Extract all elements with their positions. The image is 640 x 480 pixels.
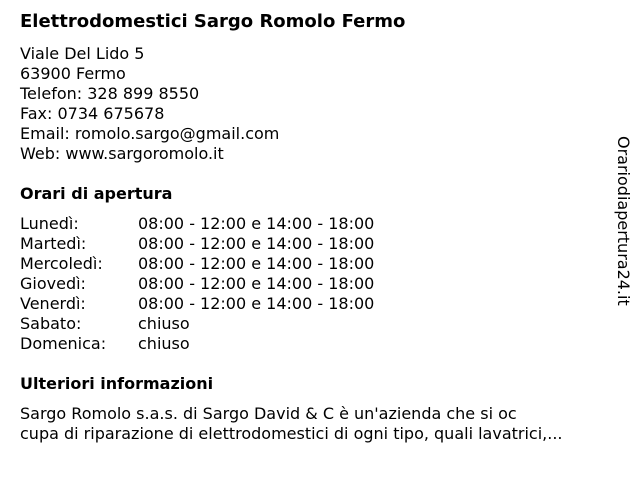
time-value: chiuso (138, 334, 190, 353)
time-value: 08:00 - 12:00 e 14:00 - 18:00 (138, 234, 375, 253)
fax-number: Fax: 0734 675678 (20, 104, 165, 123)
additional-info-heading: Ulteriori informazioni (20, 374, 214, 393)
city-postcode: 63900 Fermo (20, 64, 126, 83)
website: Web: www.sargoromolo.it (20, 144, 224, 163)
time-value: 08:00 - 12:00 e 14:00 - 18:00 (138, 214, 375, 233)
phone-number: Telefon: 328 899 8550 (20, 84, 200, 103)
day-label: Giovedì: (20, 274, 86, 293)
day-label: Martedì: (20, 234, 87, 253)
day-label: Sabato: (20, 314, 82, 333)
contact-details (20, 44, 279, 164)
street-address: Viale Del Lido 5 (20, 44, 145, 63)
site-watermark: Orariodiapertura24.it (614, 136, 633, 306)
day-label: Lunedì: (20, 214, 79, 233)
info-text-line: Sargo Romolo s.a.s. di Sargo David & C è un'azienda che si oc (20, 404, 517, 423)
time-value: 08:00 - 12:00 e 14:00 - 18:00 (138, 254, 375, 273)
additional-info-text (20, 404, 620, 444)
time-value: 08:00 - 12:00 e 14:00 - 18:00 (138, 274, 375, 293)
day-label: Domenica: (20, 334, 107, 353)
info-text-line: cupa di riparazione di elettrodomestici di ogni tipo, quali lavatrici,... (20, 424, 563, 443)
opening-hours-heading: Orari di apertura (20, 184, 173, 203)
business-name: Elettrodomestici Sargo Romolo Fermo (20, 11, 406, 32)
day-label: Venerdì: (20, 294, 86, 313)
day-label: Mercoledì: (20, 254, 103, 273)
email-address: Email: romolo.sargo@gmail.com (20, 124, 280, 143)
time-value: 08:00 - 12:00 e 14:00 - 18:00 (138, 294, 375, 313)
time-value: chiuso (138, 314, 190, 333)
